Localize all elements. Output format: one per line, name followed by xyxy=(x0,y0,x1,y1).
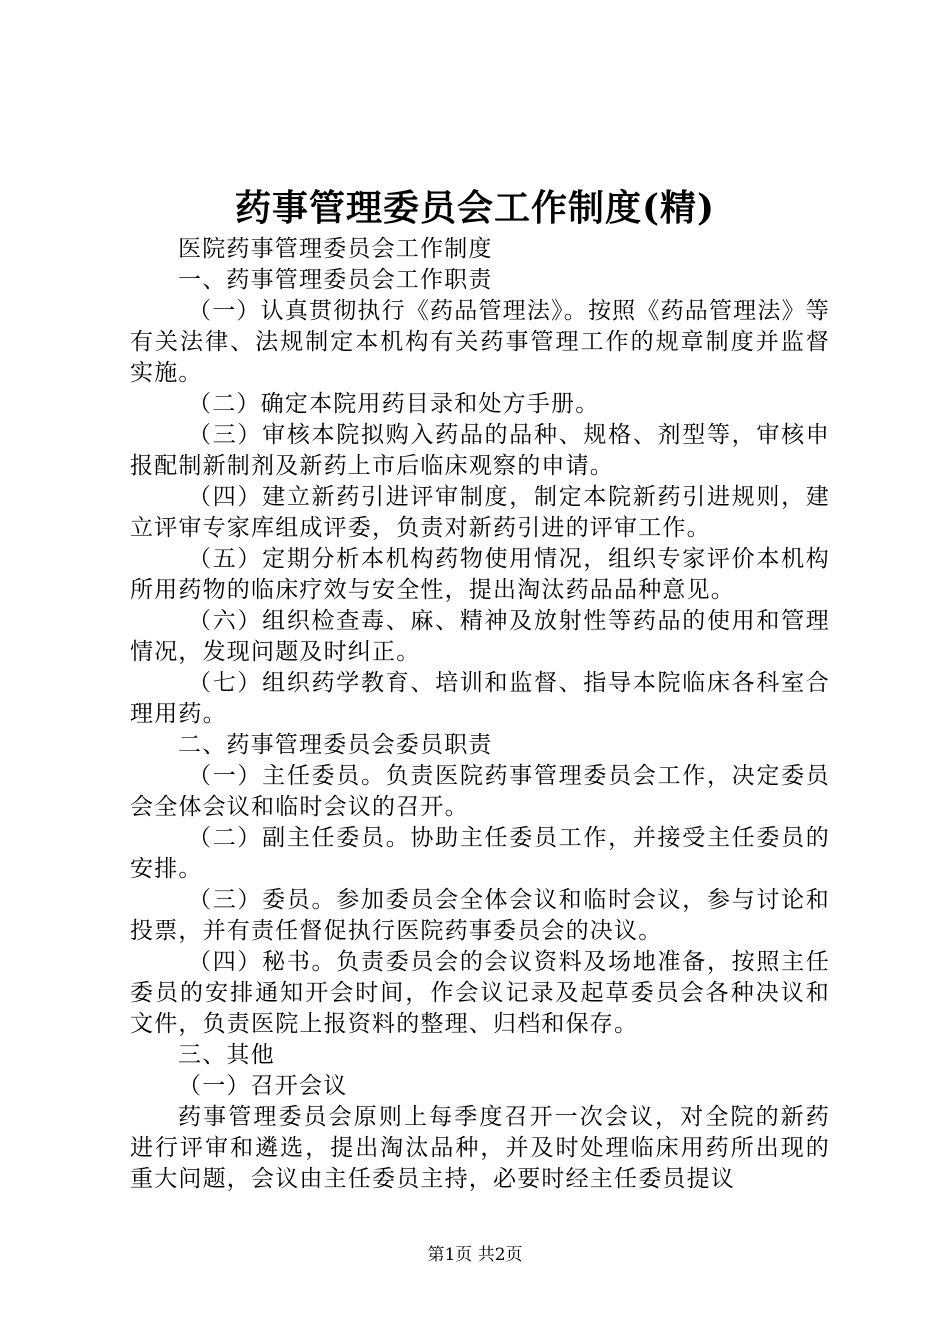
section-heading-3: 三、其他 xyxy=(178,1042,275,1068)
paragraph: （五）定期分析本机构药物使用情况，组织专家评价本机构所用药物的临床疗效与安全性，提出淘汰药品品种意见。 xyxy=(130,546,830,603)
paragraph: （四）建立新药引进评审制度，制定本院新药引进规则，建立评审专家库组成评委，负责对新药引进的评审工作。 xyxy=(130,484,830,541)
paragraph: （六）组织检查毒、麻、精神及放射性等药品的使用和管理情况，发现问题及时纠正。 xyxy=(130,608,830,665)
section-heading-1: 一、药事管理委员会工作职责 xyxy=(178,267,493,293)
paragraph: （二）副主任委员。协助主任委员工作，并接受主任委员的安排。 xyxy=(130,825,830,882)
paragraph: （三）委员。参加委员会全体会议和临时会议，参与讨论和投票，并有责任督促执行医院药事委员会的决议。 xyxy=(130,887,830,944)
section-heading-2: 二、药事管理委员会委员职责 xyxy=(178,732,493,758)
paragraph: （四）秘书。负责委员会的会议资料及场地准备，按照主任委员的安排通知开会时间，作会议记录及起草委员会各种决议和文件，负责医院上报资料的整理、归档和保存。 xyxy=(130,949,830,1037)
paragraph: （一）主任委员。负责医院药事管理委员会工作，决定委员会全体会议和临时会议的召开。 xyxy=(130,763,830,820)
paragraph: （三）审核本院拟购入药品的品种、规格、剂型等，审核申报配制新制剂及新药上市后临床观察的申请。 xyxy=(130,422,830,479)
paragraph: 药事管理委员会原则上每季度召开一次会议，对全院的新药进行评审和遴选，提出淘汰品种，并及时处理临床用药所出现的重大问题，会议由主任委员主持，必要时经主任委员提议 xyxy=(130,1104,830,1192)
document-body xyxy=(130,234,830,1195)
document-title: 药事管理委员会工作制度(精) xyxy=(234,187,716,229)
paragraph: （一）认真贯彻执行《药品管理法》。按照《药品管理法》等有关法律、法规制定本机构有关药事管理工作的规章制度并监督实施。 xyxy=(130,298,830,386)
page-footer: 第1页 共2页 xyxy=(427,1245,523,1265)
subsection-heading: （一）召开会议 xyxy=(178,1073,348,1099)
paragraph-subtitle: 医院药事管理委员会工作制度 xyxy=(178,236,493,262)
paragraph: （二）确定本院用药目录和处方手册。 xyxy=(188,391,600,417)
paragraph: （七）组织药学教育、培训和监督、指导本院临床各科室合理用药。 xyxy=(130,670,830,727)
